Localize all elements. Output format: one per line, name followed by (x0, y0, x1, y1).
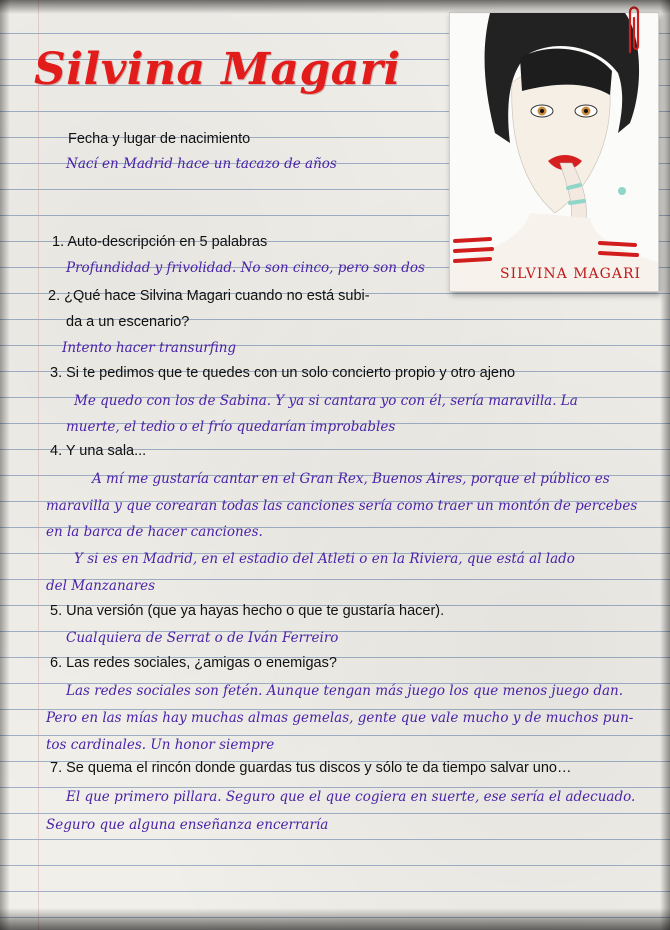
page-edge-shadow-top (0, 0, 670, 14)
answer-6: Las redes sociales son fetén. Aunque tengan más juego los que menos juego dan. (66, 683, 624, 699)
answer-4-line-2: maravilla y que corearan todas las canciones sería como traer un montón de percebes (46, 498, 638, 514)
answer-7: El que primero pillara. Seguro que el que cogiera en suerte, ese sería el adecuado. (66, 789, 636, 805)
answer-4-line-4: Y si es en Madrid, en el estadio del Atleti o en la Riviera, que está al lado (74, 551, 575, 567)
question-2: 2. ¿Qué hace Silvina Magari cuando no está subi- (48, 288, 370, 304)
question-4: 4. Y una sala... (50, 443, 147, 459)
margin-line (38, 0, 39, 930)
page-edge-shadow-right (660, 0, 670, 930)
answer-4-line-3: en la barca de hacer canciones. (46, 524, 263, 540)
answer-3: Me quedo con los de Sabina. Y ya si cantara yo con él, sería maravilla. La (74, 393, 578, 409)
answer-1: Profundidad y frivolidad. No son cinco, pero son dos (66, 260, 425, 276)
answer-4-line-5: del Manzanares (46, 578, 156, 594)
question-7: 7. Se quema el rincón donde guardas tus discos y sólo te da tiempo salvar uno… (50, 760, 572, 776)
question-2-line-2: da a un escenario? (66, 314, 190, 330)
answer-6-line-3: tos cardinales. Un honor siempre (46, 737, 275, 753)
page-edge-shadow-left (0, 0, 10, 930)
question-5: 5. Una versión (que ya hayas hecho o que te gustaría hacer). (50, 603, 445, 619)
portrait-caption: SILVINA MAGARI (500, 266, 642, 282)
question-1: 1. Auto-descripción en 5 palabras (52, 234, 268, 250)
answer-6-line-2: Pero en las mías hay muchas almas gemelas, gente que vale mucho y de muchos pun- (46, 710, 634, 726)
page-edge-shadow-bottom (0, 908, 670, 930)
answer-7-line-2: Seguro que alguna enseñanza encerraría (46, 817, 329, 833)
answer-2: Intento hacer transurfing (62, 340, 237, 356)
question-6: 6. Las redes sociales, ¿amigas o enemigas? (50, 655, 337, 671)
answer-5: Cualquiera de Serrat o de Iván Ferreiro (66, 630, 339, 646)
answer-4: A mí me gustaría cantar en el Gran Rex, Buenos Aires, porque el público es (92, 471, 610, 487)
answer-3-line-2: muerte, el tedio o el frío quedarían improbables (66, 419, 396, 435)
intro-question: Fecha y lugar de nacimiento (68, 131, 251, 147)
intro-answer: Nací en Madrid hace un tacazo de años (66, 156, 337, 172)
page-title: Silvina Magari (34, 44, 401, 95)
question-3: 3. Si te pedimos que te quedes con un solo concierto propio y otro ajeno (50, 365, 516, 381)
